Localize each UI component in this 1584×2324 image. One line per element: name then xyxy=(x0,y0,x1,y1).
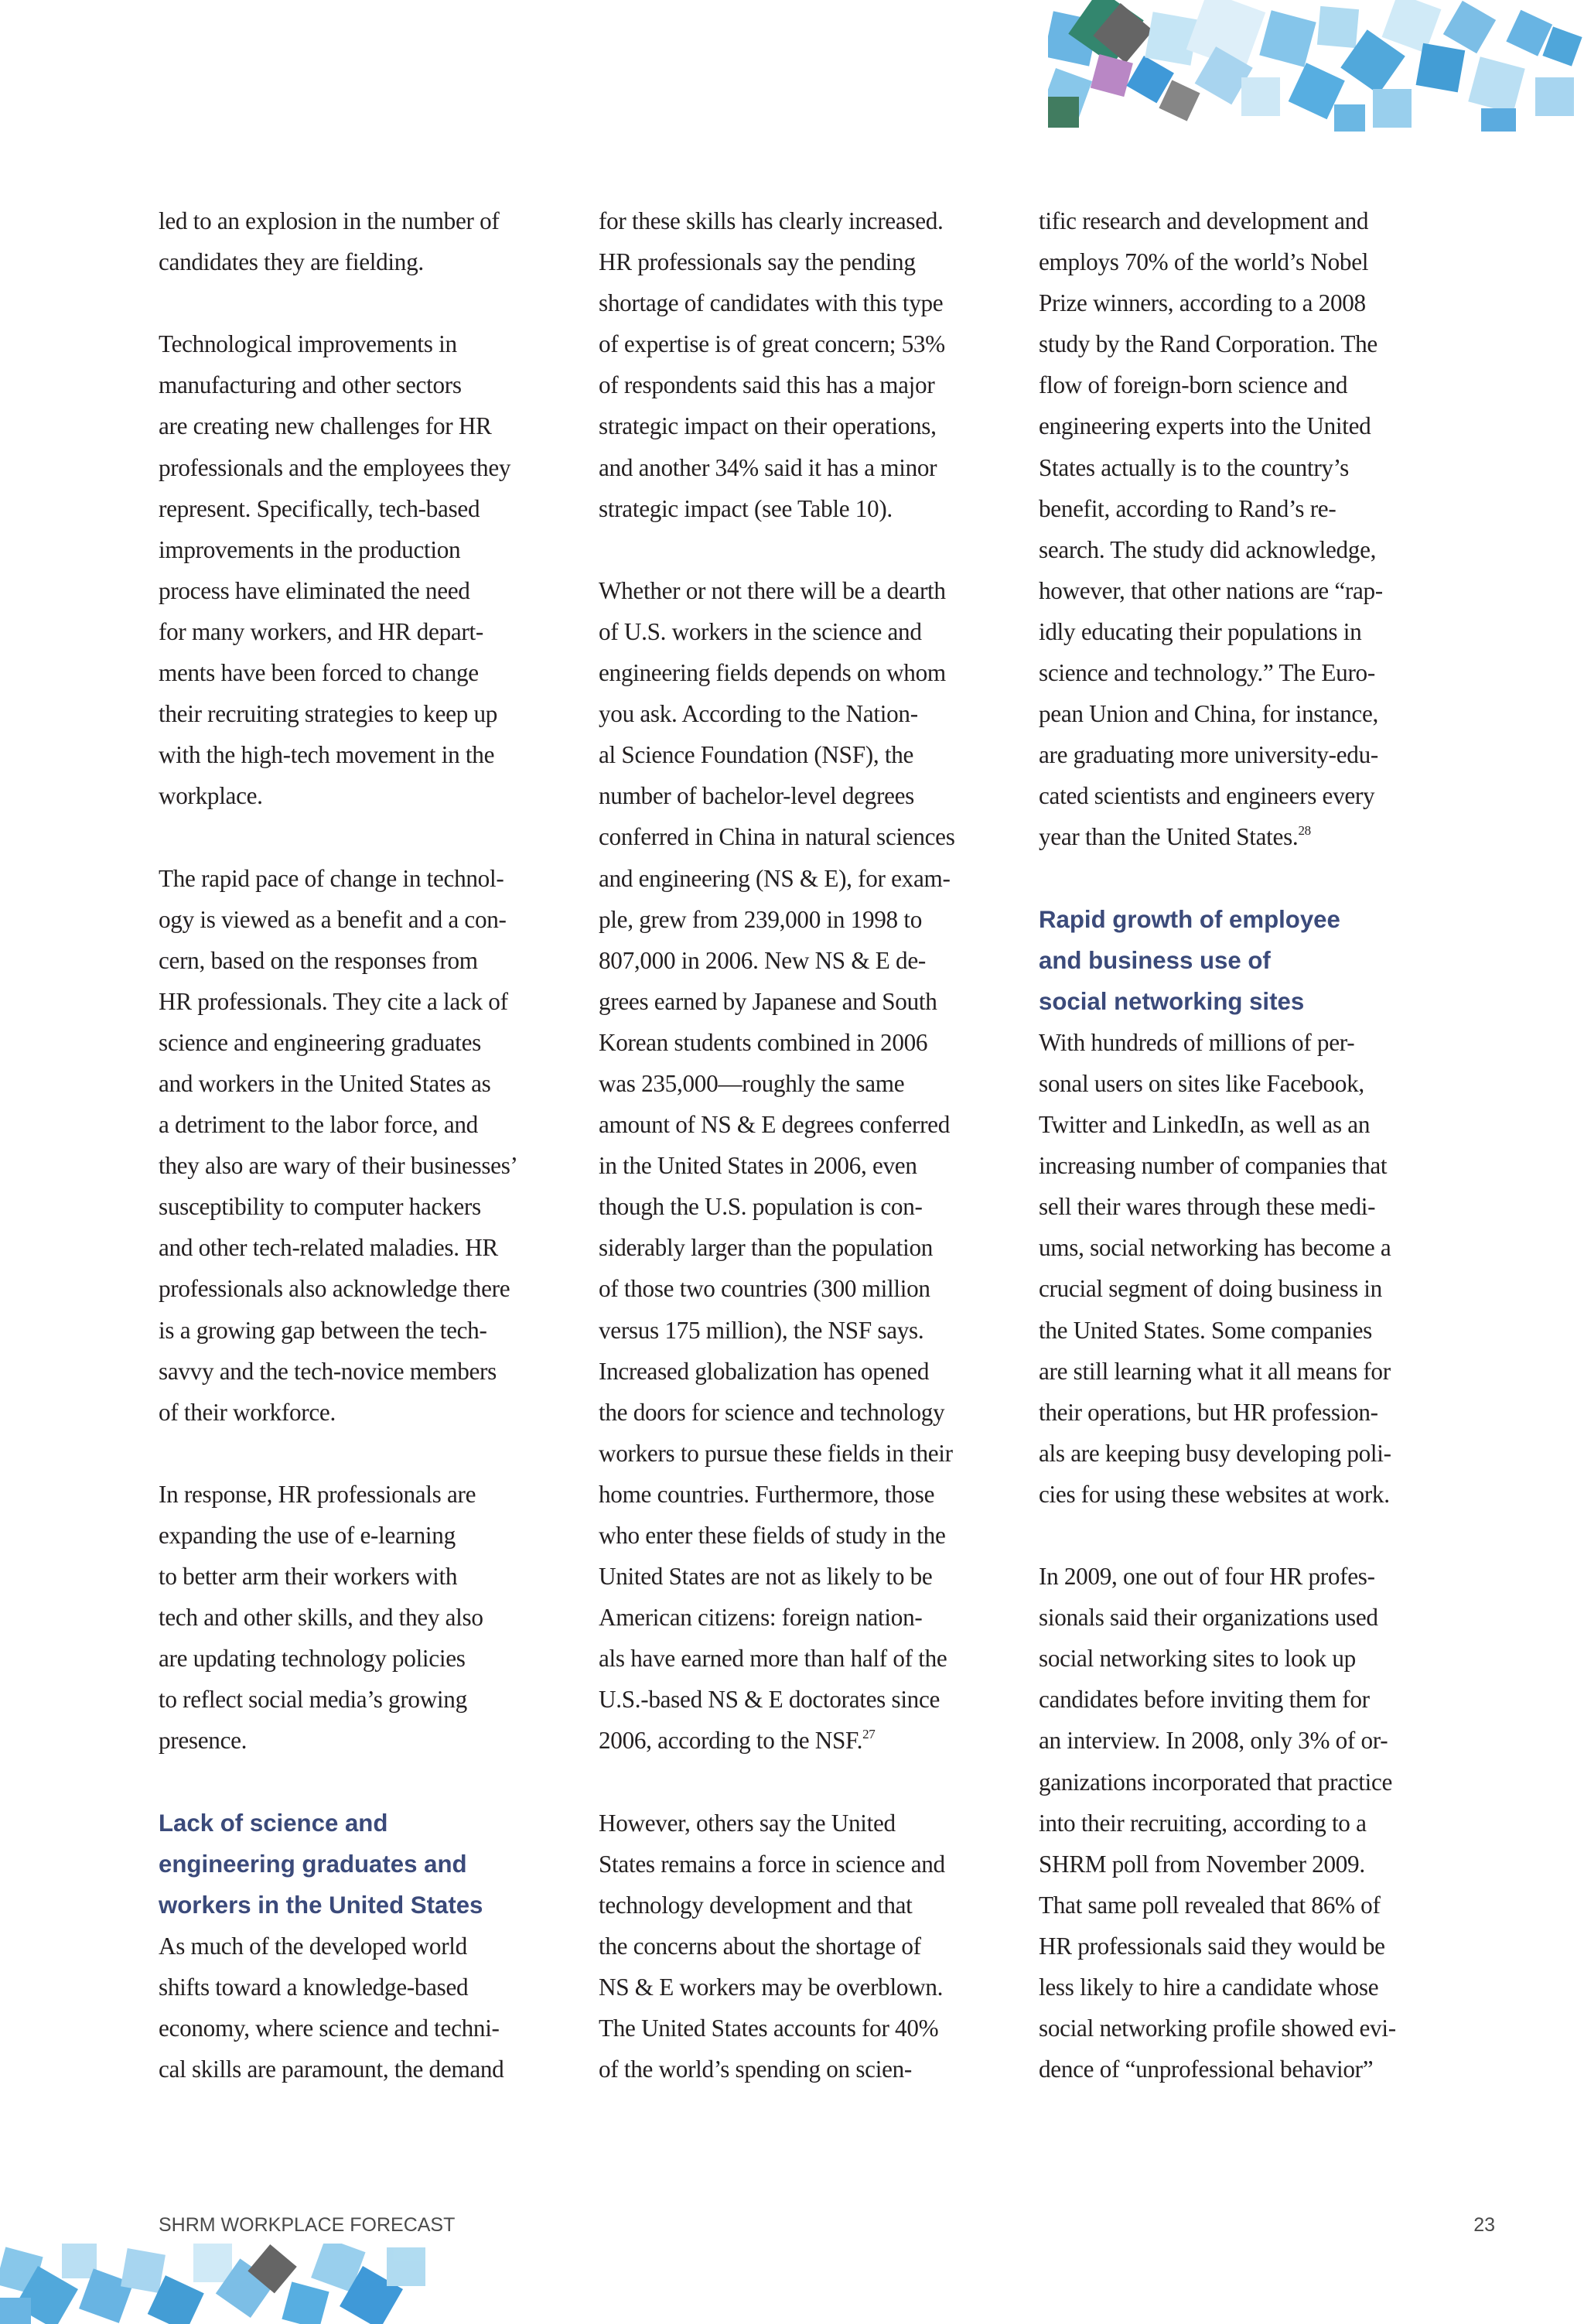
body-text-line: to reflect social media’s growing xyxy=(159,1686,467,1714)
body-text-line: cated scientists and engineers every xyxy=(1039,782,1375,810)
body-text-line: is a growing gap between the tech- xyxy=(159,1316,487,1344)
body-text-line: tific research and development and xyxy=(1039,207,1369,234)
page-number: 23 xyxy=(1473,2214,1495,2236)
body-text-line: workers to pursue these fields in their xyxy=(599,1439,953,1467)
body-text-line: siderably larger than the population xyxy=(599,1234,934,1262)
body-text-line: HR professionals. They cite a lack of xyxy=(159,987,508,1015)
body-text-line: al Science Foundation (NSF), the xyxy=(599,741,914,769)
footer-publication-title: SHRM WORKPLACE FORECAST xyxy=(159,2214,456,2236)
body-text-line: and workers in the United States as xyxy=(159,1069,491,1097)
body-text-line: you ask. According to the Nation- xyxy=(599,700,918,728)
body-text-line: als are keeping busy developing poli- xyxy=(1039,1439,1391,1467)
body-text-line: manufacturing and other sectors xyxy=(159,371,462,399)
body-text-line: Technological improvements in xyxy=(159,330,457,358)
body-text-line: As much of the developed world xyxy=(159,1932,467,1960)
body-text-line: home countries. Furthermore, those xyxy=(599,1480,935,1508)
body-text-line: of respondents said this has a major xyxy=(599,371,935,399)
body-text-line: dence of “unprofessional behavior” xyxy=(1039,2056,1374,2083)
body-text-line: SHRM poll from November 2009. xyxy=(1039,1850,1365,1878)
body-text-line: susceptibility to computer hackers xyxy=(159,1193,481,1221)
body-text-line: the concerns about the shortage of xyxy=(599,1932,921,1960)
body-text-line: shortage of candidates with this type xyxy=(599,289,944,317)
body-text-line: of their workforce. xyxy=(159,1398,336,1426)
body-text-line: NS & E workers may be overblown. xyxy=(599,1974,944,2001)
body-text-line xyxy=(599,1720,989,1761)
body-text-line: the United States. Some companies xyxy=(1039,1316,1372,1344)
text-column-3 xyxy=(1039,200,1429,2090)
body-text-line: However, others say the United xyxy=(599,1809,896,1837)
body-text-line: expanding the use of e-learning xyxy=(159,1522,456,1549)
body-text-line: was 235,000—roughly the same xyxy=(599,1069,905,1097)
body-text-line: of expertise is of great concern; 53% xyxy=(599,330,945,358)
body-text-line: employs 70% of the world’s Nobel xyxy=(1039,248,1369,276)
decorative-mosaic-bottom xyxy=(0,2244,433,2324)
body-text-segment: year than the United States. xyxy=(1039,823,1299,851)
body-text-line: United States are not as likely to be xyxy=(599,1563,933,1591)
body-text-line: science and engineering graduates xyxy=(159,1028,481,1056)
body-text-line: social networking profile showed evi- xyxy=(1039,2015,1396,2042)
body-text-line: process have eliminated the need xyxy=(159,576,470,604)
body-text-line: for many workers, and HR depart- xyxy=(159,617,483,645)
body-text-line: benefit, according to Rand’s re- xyxy=(1039,494,1336,522)
body-text-line: and engineering (NS & E), for exam- xyxy=(599,864,951,892)
body-text-line: and other tech-related maladies. HR xyxy=(159,1234,498,1262)
body-text-line: ums, social networking has become a xyxy=(1039,1234,1391,1262)
body-text-line: however, that other nations are “rap- xyxy=(1039,576,1383,604)
body-text-line xyxy=(1039,816,1429,857)
body-text-line: American citizens: foreign nation- xyxy=(599,1604,923,1632)
body-text-segment: 2006, according to the NSF. xyxy=(599,1727,863,1755)
body-text-line: increasing number of companies that xyxy=(1039,1152,1388,1180)
body-text-line: to better arm their workers with xyxy=(159,1563,458,1591)
body-text-line: their operations, but HR profession- xyxy=(1039,1398,1378,1426)
section-heading: engineering graduates and xyxy=(159,1850,467,1878)
body-text-line: with the high-tech movement in the xyxy=(159,741,495,769)
body-text-line: strategic impact (see Table 10). xyxy=(599,494,893,522)
body-text-line: though the U.S. population is con- xyxy=(599,1193,923,1221)
body-text-line: economy, where science and techni- xyxy=(159,2015,500,2042)
body-text-line: are still learning what it all means for xyxy=(1039,1357,1391,1385)
body-text-line: professionals and the employees they xyxy=(159,453,511,481)
body-text-line: States remains a force in science and xyxy=(599,1850,945,1878)
section-heading: Lack of science and xyxy=(159,1809,388,1837)
body-text-line: Korean students combined in 2006 xyxy=(599,1028,928,1056)
body-text-line: Whether or not there will be a dearth xyxy=(599,576,946,604)
body-text-line: ple, grew from 239,000 in 1998 to xyxy=(599,905,922,933)
body-text-line: into their recruiting, according to a xyxy=(1039,1809,1367,1837)
body-text-line: U.S.-based NS & E doctorates since xyxy=(599,1686,940,1714)
body-text-line: a detriment to the labor force, and xyxy=(159,1111,478,1139)
body-text-line: for these skills has clearly increased. xyxy=(599,207,944,234)
body-text-line: are graduating more university-edu- xyxy=(1039,741,1378,769)
body-text-line: of the world’s spending on scien- xyxy=(599,2056,912,2083)
body-text-line: represent. Specifically, tech-based xyxy=(159,494,480,522)
body-text-line: candidates before inviting them for xyxy=(1039,1686,1370,1714)
body-text-line: improvements in the production xyxy=(159,535,461,563)
body-text-line: In 2009, one out of four HR profes- xyxy=(1039,1563,1375,1591)
body-text-line: study by the Rand Corporation. The xyxy=(1039,330,1377,358)
body-text-line: and another 34% said it has a minor xyxy=(599,453,937,481)
body-text-line: the doors for science and technology xyxy=(599,1398,945,1426)
body-text-line: cal skills are paramount, the demand xyxy=(159,2056,504,2083)
body-text-line: That same poll revealed that 86% of xyxy=(1039,1891,1381,1919)
body-text-line: engineering experts into the United xyxy=(1039,412,1371,440)
body-text-line: ments have been forced to change xyxy=(159,659,479,687)
body-text-line: in the United States in 2006, even xyxy=(599,1152,917,1180)
body-text-line: Twitter and LinkedIn, as well as an xyxy=(1039,1111,1371,1139)
body-text-line: flow of foreign-born science and xyxy=(1039,371,1348,399)
body-text-line: Increased globalization has opened xyxy=(599,1357,930,1385)
decorative-mosaic-top xyxy=(1048,0,1584,132)
body-text-line: idly educating their populations in xyxy=(1039,617,1362,645)
body-text-line: of those two countries (300 million xyxy=(599,1275,930,1303)
body-text-line: who enter these fields of study in the xyxy=(599,1522,946,1549)
body-text-line: are updating technology policies xyxy=(159,1645,466,1673)
body-text-line: 807,000 in 2006. New NS & E de- xyxy=(599,946,926,974)
body-text-line: conferred in China in natural sciences xyxy=(599,823,955,851)
body-text-line: sionals said their organizations used xyxy=(1039,1604,1378,1632)
body-text-line: an interview. In 2008, only 3% of or- xyxy=(1039,1727,1388,1755)
body-text-line: In response, HR professionals are xyxy=(159,1480,476,1508)
body-text-line: engineering fields depends on whom xyxy=(599,659,946,687)
section-heading: and business use of xyxy=(1039,946,1271,974)
body-text-line: led to an explosion in the number of xyxy=(159,207,500,234)
body-text-line: professionals also acknowledge there xyxy=(159,1275,510,1303)
body-text-line: number of bachelor-level degrees xyxy=(599,782,915,810)
section-heading: Rapid growth of employee xyxy=(1039,905,1340,933)
body-text-line: presence. xyxy=(159,1727,248,1755)
body-text-line: versus 175 million), the NSF says. xyxy=(599,1316,924,1344)
body-text-line: HR professionals say the pending xyxy=(599,248,916,276)
body-text-line: savvy and the tech-novice members xyxy=(159,1357,497,1385)
body-text-line: technology development and that xyxy=(599,1891,913,1919)
footnote-ref: 27 xyxy=(862,1727,876,1742)
body-text-line: strategic impact on their operations, xyxy=(599,412,937,440)
body-text-line: less likely to hire a candidate whose xyxy=(1039,1974,1379,2001)
body-text-line: they also are wary of their businesses’ xyxy=(159,1152,518,1180)
body-text-line: States actually is to the country’s xyxy=(1039,453,1349,481)
body-text-line: science and technology.” The Euro- xyxy=(1039,659,1375,687)
body-text-line: candidates they are fielding. xyxy=(159,248,424,276)
body-text-line: crucial segment of doing business in xyxy=(1039,1275,1382,1303)
footnote-ref: 28 xyxy=(1298,823,1311,839)
body-text-line: workplace. xyxy=(159,782,263,810)
body-text-line: The United States accounts for 40% xyxy=(599,2015,939,2042)
body-text-line: shifts toward a knowledge-based xyxy=(159,1974,469,2001)
body-text-line: sell their wares through these medi- xyxy=(1039,1193,1376,1221)
section-heading: workers in the United States xyxy=(159,1891,483,1919)
text-column-1 xyxy=(159,200,549,2090)
body-text-line: ganizations incorporated that practice xyxy=(1039,1768,1393,1796)
section-heading: social networking sites xyxy=(1039,987,1305,1015)
body-text-line: ogy is viewed as a benefit and a con- xyxy=(159,905,507,933)
body-text-line: their recruiting strategies to keep up xyxy=(159,700,498,728)
body-text-line: social networking sites to look up xyxy=(1039,1645,1356,1673)
body-text-line: of U.S. workers in the science and xyxy=(599,617,922,645)
body-text-line: cies for using these websites at work. xyxy=(1039,1480,1390,1508)
text-column-2 xyxy=(599,200,989,2090)
body-text-line: HR professionals said they would be xyxy=(1039,1932,1385,1960)
body-text-line: search. The study did acknowledge, xyxy=(1039,535,1377,563)
body-text-line: grees earned by Japanese and South xyxy=(599,987,937,1015)
body-text-line: cern, based on the responses from xyxy=(159,946,478,974)
body-text-line: tech and other skills, and they also xyxy=(159,1604,483,1632)
body-text-line: pean Union and China, for instance, xyxy=(1039,700,1378,728)
body-text-line: Prize winners, according to a 2008 xyxy=(1039,289,1366,317)
body-text-line: amount of NS & E degrees conferred xyxy=(599,1111,950,1139)
body-text-line: are creating new challenges for HR xyxy=(159,412,492,440)
body-text-line: With hundreds of millions of per- xyxy=(1039,1028,1355,1056)
body-text-line: The rapid pace of change in technol- xyxy=(159,864,504,892)
body-text-line: als have earned more than half of the xyxy=(599,1645,947,1673)
body-text-line: sonal users on sites like Facebook, xyxy=(1039,1069,1364,1097)
